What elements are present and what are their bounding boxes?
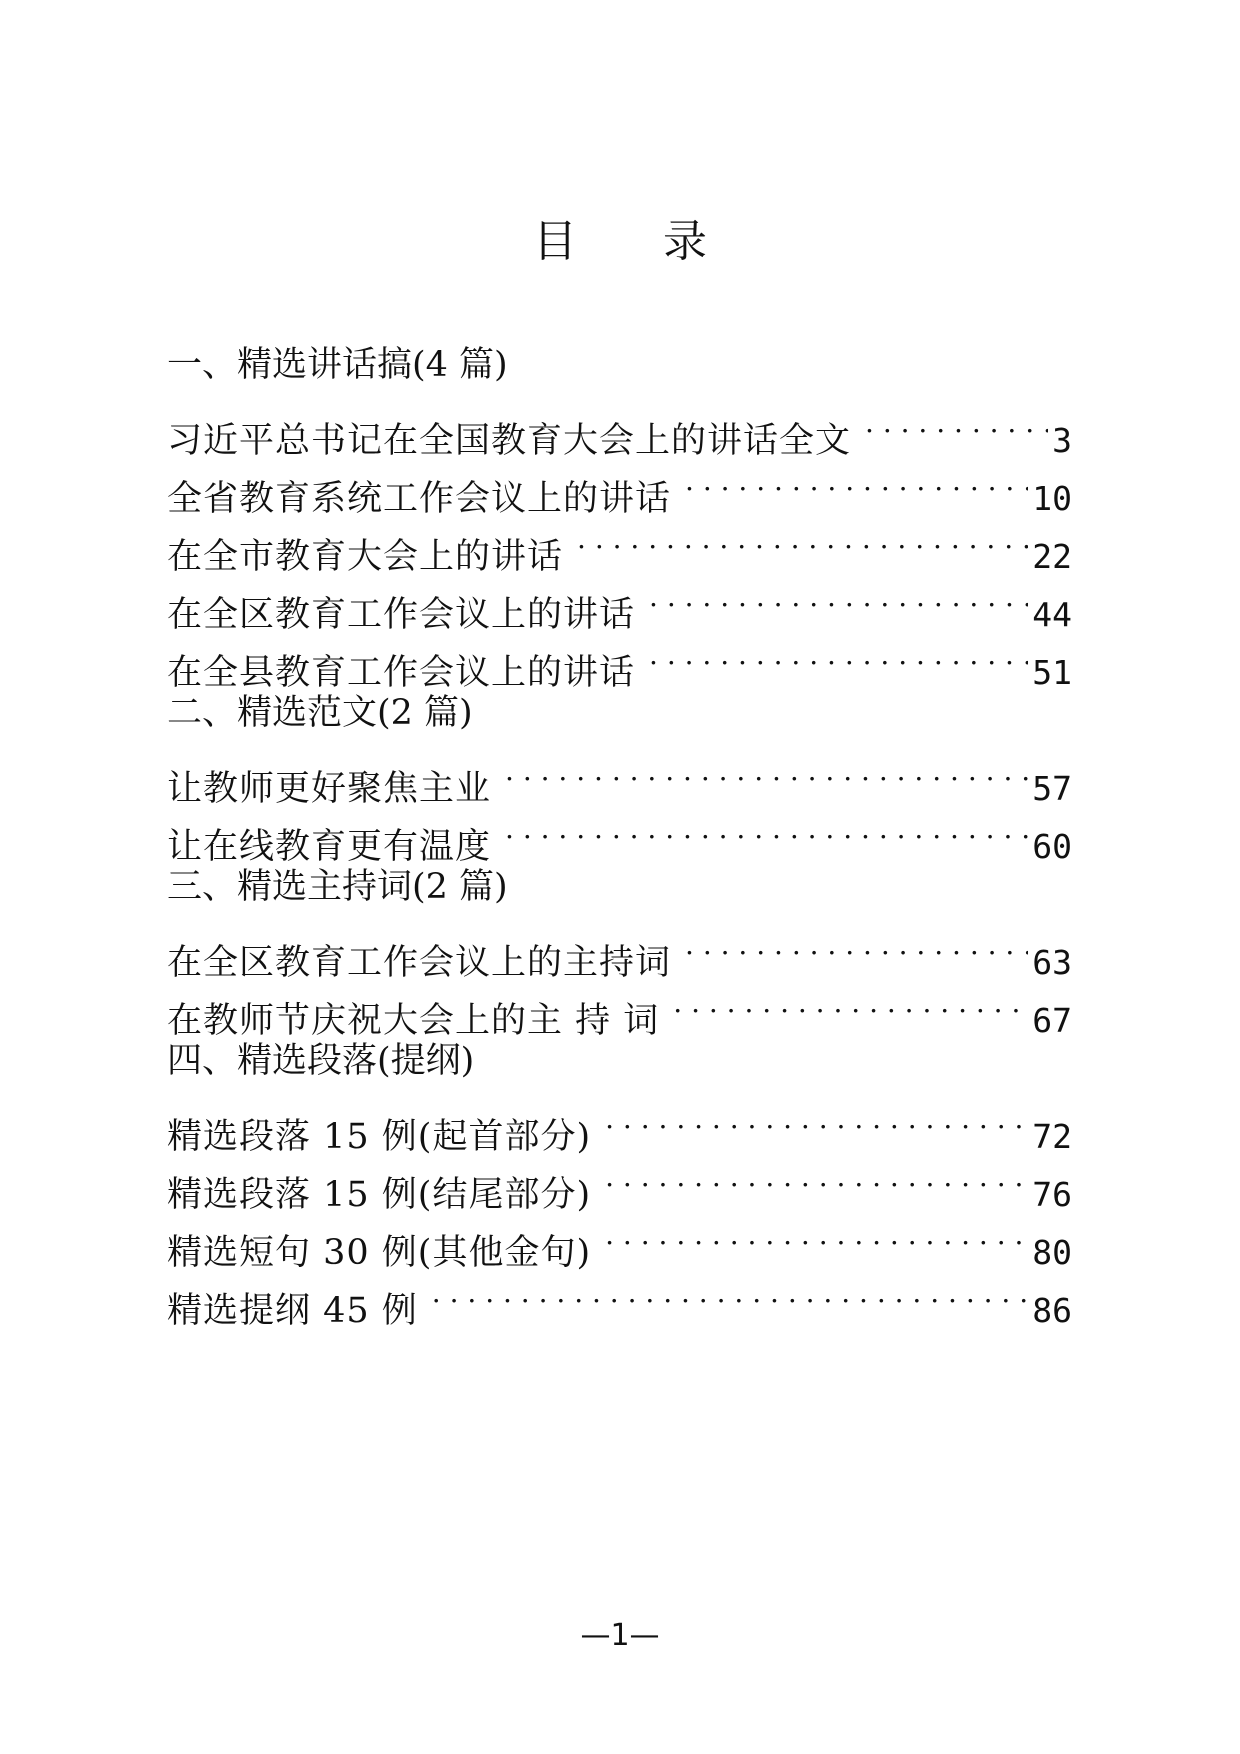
toc-entry-page: 44 bbox=[1032, 595, 1072, 634]
toc-entry[interactable] bbox=[167, 742, 1072, 809]
toc-section-model-essays bbox=[167, 684, 1072, 867]
dot-leader bbox=[649, 568, 1028, 626]
toc-entry-title: 让教师更好聚焦主业 bbox=[167, 769, 492, 809]
toc-entry-page: 80 bbox=[1032, 1233, 1072, 1272]
toc-entry-title: 在全区教育工作会议上的讲话 bbox=[167, 595, 636, 635]
toc-entry-title: 习近平总书记在全国教育大会上的讲话全文 bbox=[167, 421, 852, 461]
dot-leader bbox=[605, 1148, 1028, 1206]
toc-entry-page: 22 bbox=[1032, 537, 1072, 576]
toc-entry-page: 86 bbox=[1032, 1291, 1072, 1330]
dot-leader bbox=[685, 452, 1028, 510]
dot-leader bbox=[673, 974, 1028, 1032]
toc-entry[interactable] bbox=[167, 916, 1072, 983]
toc-entry-title: 全省教育系统工作会议上的讲话 bbox=[167, 479, 672, 519]
toc-entry-title: 精选段落 15 例(结尾部分) bbox=[167, 1175, 592, 1215]
table-of-contents bbox=[167, 336, 1072, 1331]
toc-entry-page: 3 bbox=[1052, 421, 1072, 460]
page-number: —1— bbox=[580, 1618, 660, 1653]
dot-leader bbox=[865, 394, 1048, 452]
toc-entry-title: 精选提纲 45 例 bbox=[167, 1291, 418, 1331]
toc-entry-page: 51 bbox=[1032, 653, 1072, 692]
toc-entry-page: 57 bbox=[1032, 769, 1072, 808]
toc-entry-title: 精选段落 15 例(起首部分) bbox=[167, 1117, 592, 1157]
toc-entry-title: 在全区教育工作会议上的主持词 bbox=[167, 943, 672, 983]
toc-entry-page: 10 bbox=[1032, 479, 1072, 518]
dot-leader bbox=[605, 1206, 1028, 1264]
dot-leader bbox=[505, 800, 1028, 858]
toc-entry-title: 精选短句 30 例(其他金句) bbox=[167, 1233, 592, 1273]
toc-entry[interactable] bbox=[167, 1090, 1072, 1157]
toc-entry-page: 72 bbox=[1032, 1117, 1072, 1156]
toc-title: 目 录 bbox=[533, 216, 743, 267]
toc-entry-page: 60 bbox=[1032, 827, 1072, 866]
dot-leader bbox=[432, 1264, 1028, 1322]
dot-leader bbox=[577, 510, 1028, 568]
dot-leader bbox=[685, 916, 1028, 974]
toc-entry-page: 76 bbox=[1032, 1175, 1072, 1214]
section-heading: 一、精选讲话搞(4 篇) bbox=[167, 345, 508, 385]
toc-entry[interactable] bbox=[167, 394, 1072, 461]
section-heading: 三、精选主持词(2 篇) bbox=[167, 867, 508, 907]
toc-entry-title: 在全市教育大会上的讲话 bbox=[167, 537, 564, 577]
dot-leader bbox=[505, 742, 1028, 800]
toc-entry-page: 67 bbox=[1032, 1001, 1072, 1040]
toc-entry-page: 63 bbox=[1032, 943, 1072, 982]
section-heading: 二、精选范文(2 篇) bbox=[167, 693, 473, 733]
dot-leader bbox=[649, 626, 1028, 684]
toc-entry-title: 在全县教育工作会议上的讲话 bbox=[167, 653, 636, 693]
toc-entry-title: 在教师节庆祝大会上的主 持 词 bbox=[167, 1001, 660, 1041]
toc-section-host-scripts bbox=[167, 858, 1072, 1041]
toc-entry-title: 让在线教育更有温度 bbox=[167, 827, 492, 867]
toc-section-speeches bbox=[167, 336, 1072, 693]
toc-section-paragraphs bbox=[167, 1032, 1072, 1331]
dot-leader bbox=[605, 1090, 1028, 1148]
section-heading: 四、精选段落(提纲) bbox=[167, 1041, 475, 1081]
